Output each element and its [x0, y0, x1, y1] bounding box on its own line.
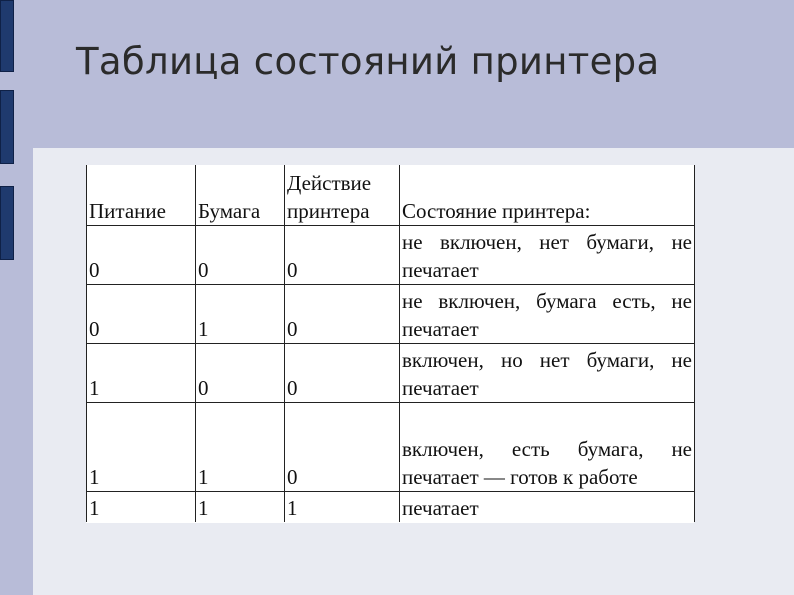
cell-paper: 0	[196, 226, 285, 285]
cell-action: 0	[285, 285, 400, 344]
header-power: Питание	[87, 165, 196, 226]
cell-paper: 1	[196, 492, 285, 523]
cell-state: включен, но нет бумаги, не печатает	[400, 344, 695, 403]
cell-action: 0	[285, 344, 400, 403]
header-action: Действие принтера	[285, 165, 400, 226]
table-row	[87, 403, 695, 492]
cell-power: 1	[87, 403, 196, 492]
decor-bar-1	[0, 0, 14, 72]
cell-paper: 1	[196, 403, 285, 492]
cell-paper: 0	[196, 344, 285, 403]
table-header-row	[87, 165, 695, 226]
cell-paper: 1	[196, 285, 285, 344]
table-row	[87, 344, 695, 403]
cell-action: 1	[285, 492, 400, 523]
cell-state: включен, есть бумага, не печатает — готов к работе	[400, 403, 695, 492]
slide-title: Таблица состояний принтера	[76, 40, 660, 83]
cell-action: 0	[285, 226, 400, 285]
header-paper: Бумага	[196, 165, 285, 226]
table-row	[87, 492, 695, 523]
cell-state: не включен, нет бумаги, не печатает	[400, 226, 695, 285]
printer-state-table-wrapper	[86, 165, 694, 523]
table-row	[87, 226, 695, 285]
table-row	[87, 285, 695, 344]
cell-action: 0	[285, 403, 400, 492]
cell-power: 1	[87, 492, 196, 523]
decor-bar-3	[0, 186, 14, 260]
header-state: Состояние принтера:	[400, 165, 695, 226]
cell-power: 0	[87, 285, 196, 344]
decor-bar-2	[0, 90, 14, 164]
cell-state: не включен, бумага есть, не печатает	[400, 285, 695, 344]
cell-power: 1	[87, 344, 196, 403]
cell-power: 0	[87, 226, 196, 285]
cell-state: печатает	[400, 492, 695, 523]
printer-state-table	[86, 165, 695, 522]
